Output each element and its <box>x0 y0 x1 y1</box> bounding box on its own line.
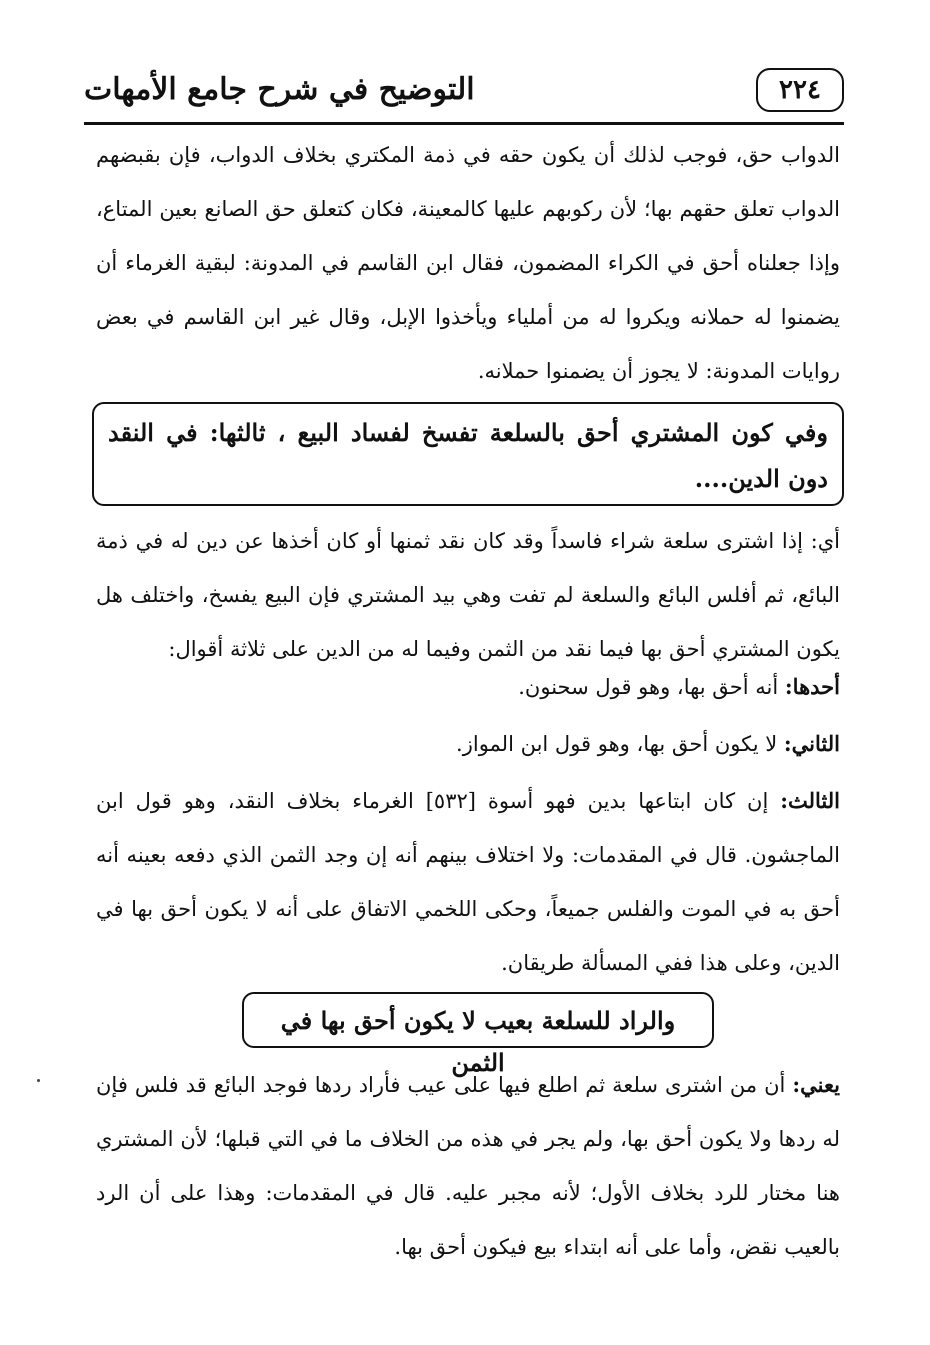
opinion-3-lead: الثالث: <box>780 788 840 813</box>
paragraph-3-lead: يعني: <box>792 1072 840 1097</box>
opinion-1 <box>96 660 872 714</box>
opinion-1-text: أنه أحق بها، وهو قول سحنون. <box>518 675 785 699</box>
paragraph-1: الدواب حق، فوجب لذلك أن يكون حقه في ذمة المكتري بخلاف الدواب، فإن بقبضهم الدواب تعلق حقهم بها؛ لأن ركوبهم عليها كالمعينة، فكان كتعلق حق الصانع بعين المتاع، وإذا جعلناه أحق في الكراء المضمون، فقال ابن القاسم في المدونة: لبقية الغرماء أن يضمنوا له حملانه ويكروا له من أملياء ويأخذوا الإبل، وقال غير ابن القاسم في بعض روايات المدونة: لا يجوز أن يضمنوا حملانه. <box>96 143 840 383</box>
paragraph-3-text: أن من اشترى سلعة ثم اطلع فيها على عيب فأراد ردها فوجد البائع قد فلس فإن له ردها ولا يكون أحق بها، ولم يجر في هذه من الخلاف ما في التي قبلها؛ لأن المشتري هنا مختار للرد بخلاف الأول؛ لأنه مجبر عليه. قال في المقدمات: وهذا على أن الرد بالعيب نقض، وأما على أنه ابتداء بيع فيكون أحق بها. <box>96 1073 840 1259</box>
opinion-2 <box>96 717 872 771</box>
paragraph-3 <box>96 1058 872 1274</box>
opinion-3-text: إن كان ابتاعها بدين فهو أسوة [٥٣٢] الغرماء بخلاف النقد، وهو قول ابن الماجشون. قال في المقدمات: ولا اختلاف بينهم أنه إن وجد الثمن الذي دفعه بعينه أنه أحق به في الموت والفلس جميعاً، وحكى اللخمي الاتفاق على أنه لا يكون أحق بها في الدين، وعلى هذا ففي المسألة طريقان. <box>96 789 840 975</box>
opinion-1-lead: أحدها: <box>784 674 840 699</box>
matn-box-1: وفي كون المشتري أحق بالسلعة تفسخ لفساد البيع ، ثالثها: في النقد دون الدين.... <box>92 402 844 506</box>
running-title: التوضيح في شرح جامع الأمهات <box>84 72 475 107</box>
paragraph-2: أي: إذا اشترى سلعة شراء فاسداً وقد كان نقد ثمنها أو كان أخذها عن دين له في ذمة البائع، ثم أفلس البائع والسلعة لم تفت وهي بيد المشتري فإن البيع يفسخ، واختلف هل يكون المشتري أحق بها فيما نقد من الثمن وفيما له من الدين على ثلاثة أقوال: <box>96 529 840 661</box>
header-rule <box>84 122 844 125</box>
page-header <box>84 62 844 124</box>
opinion-2-lead: الثاني: <box>783 731 840 756</box>
opinion-2-text: لا يكون أحق بها، وهو قول ابن المواز. <box>456 732 784 756</box>
opinion-3 <box>96 774 872 990</box>
page-number: ٢٢٤ <box>756 68 844 112</box>
matn-box-2: والراد للسلعة بعيب لا يكون أحق بها في الثمن <box>242 992 714 1048</box>
margin-dot <box>37 1079 40 1082</box>
